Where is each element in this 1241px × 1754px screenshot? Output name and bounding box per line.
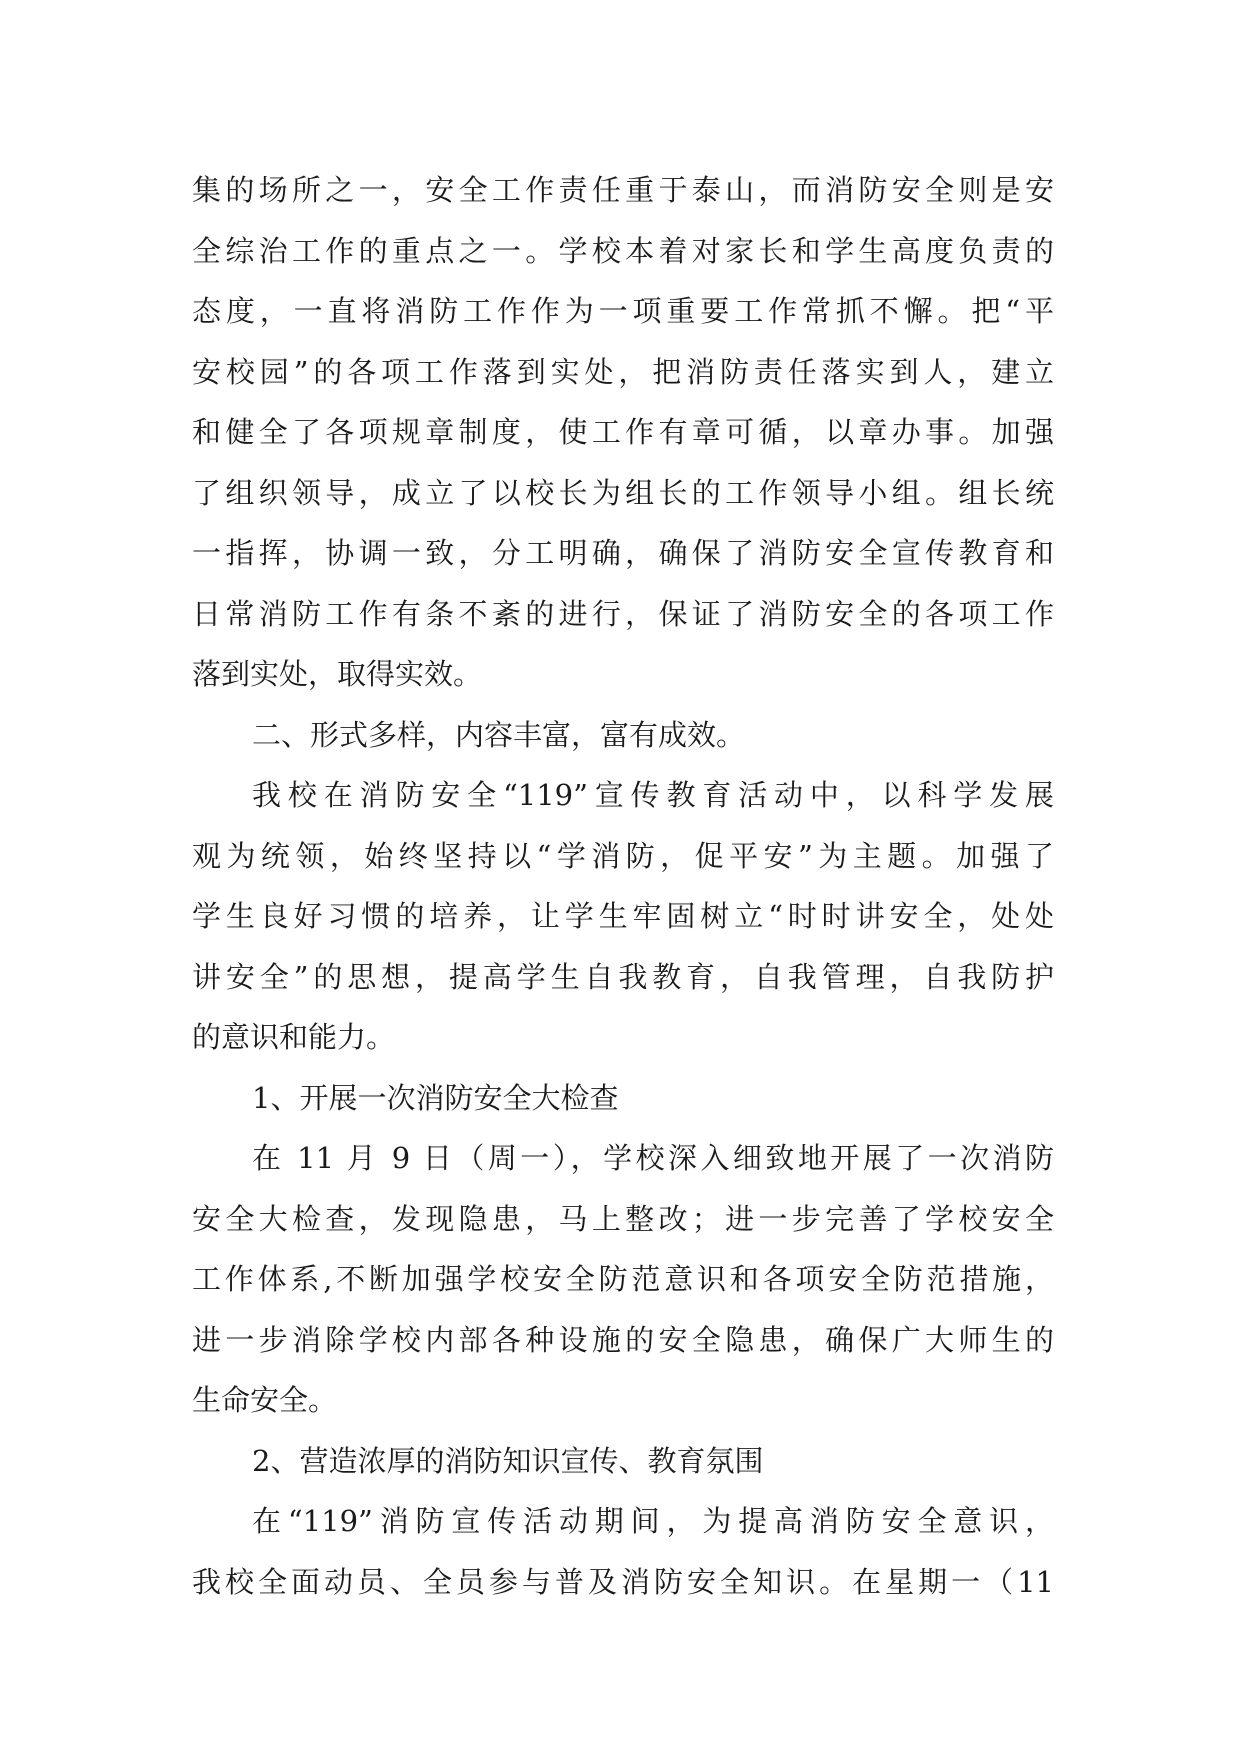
text-line: 全综治工作的重点之一。学校本着对家长和学生高度负责的 [192,233,1054,268]
document-body [192,160,1054,1612]
text-line: 我校在消防安全“119”宣传教育活动中，以科学发展 [252,778,1054,812]
text-line: 我校全面动员、全员参与普及消防安全知识。在星期一（11 [192,1564,1054,1599]
text-line: 日常消防工作有条不紊的进行，保证了消防安全的各项工作 [192,596,1054,631]
text-line: 安校园”的各项工作落到实处，把消防责任落实到人，建立 [192,354,1054,389]
text-line: 生命安全。 [192,1383,338,1417]
text-line: 观为统领，始终坚持以“学消防，促平安”为主题。加强了 [192,838,1054,873]
text-line: 的意识和能力。 [192,1020,396,1054]
text-line: 一指挥，协调一致，分工明确，确保了消防安全宣传教育和 [192,536,1054,570]
text-line: 和健全了各项规章制度，使工作有章可循，以章办事。加强 [192,415,1054,449]
subsection-heading: 2、营造浓厚的消防知识宣传、教育氛围 [252,1443,764,1478]
text-line: 了组织领导，成立了以校长为组长的工作领导小组。组长统 [192,475,1054,510]
section-heading: 二、形式多样，内容丰富，富有成效。 [252,717,746,752]
text-line: 工作体系,不断加强学校安全防范意识和各项安全防范措施， [192,1262,1054,1296]
subsection-heading: 1、开展一次消防安全大检查 [252,1080,619,1115]
text-line: 讲安全”的思想，提高学生自我教育，自我管理，自我防护 [192,959,1054,994]
text-line: 集的场所之一，安全工作责任重于泰山，而消防安全则是安 [192,173,1054,207]
text-line: 学生良好习惯的培养，让学生牢固树立“时时讲安全，处处 [192,899,1054,933]
text-line: 在“119”消防宣传活动期间，为提高消防安全意识， [252,1504,1054,1538]
text-line: 安全大检查，发现隐患，马上整改；进一步完善了学校安全 [192,1201,1054,1236]
text-line: 态度，一直将消防工作作为一项重要工作常抓不懈。把“平 [192,294,1054,328]
text-line: 在 11 月 9 日（周一），学校深入细致地开展了一次消防 [252,1141,1054,1175]
text-line: 落到实处，取得实效。 [192,657,483,691]
text-line: 进一步消除学校内部各种设施的安全隐患，确保广大师生的 [192,1322,1054,1357]
